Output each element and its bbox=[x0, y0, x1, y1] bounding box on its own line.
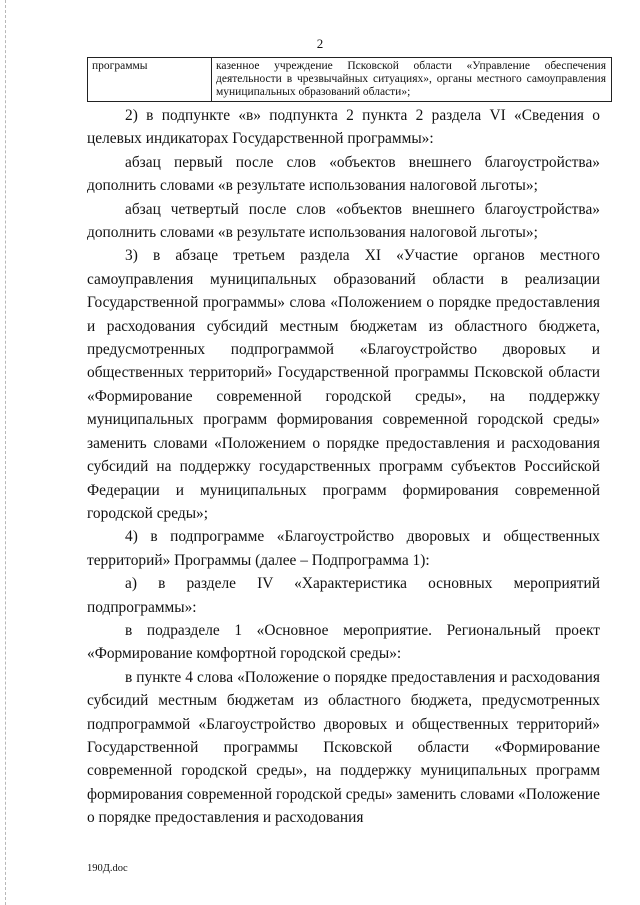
paragraph: в пункте 4 слова «Положение о порядке предоставления и расходования субсидий местным бюджетам из областного бюджета, предусмотренных подпрограммой «Благоустройство дворовых и общественных территорий» Государственной программы Псковской области «Формирование современной городской среды», на поддержку муниципальных программ формирования современной городской среды» заменить словами «Положение о порядке предоставления и расходования bbox=[87, 668, 600, 827]
file-name-footer: 190Д.doc bbox=[87, 863, 128, 874]
paragraph: а) в разделе IV «Характеристика основных мероприятий подпрограммы»: bbox=[87, 575, 600, 616]
table-row bbox=[88, 58, 612, 102]
paragraph: в подразделе 1 «Основное мероприятие. Региональный проект «Формирование комфортной городской среды»: bbox=[87, 621, 600, 663]
paragraph: 4) в подпрограмме «Благоустройство дворовых и общественных территорий» Программы (далее – Подпрограмма 1): bbox=[87, 528, 600, 569]
table-cell-value: казенное учреждение Псковской области «Управление обеспечения деятельности в чрезвычайных ситуациях», органы местного самоуправления муниципальных образований области»; bbox=[212, 58, 612, 102]
table-cell-label: программы bbox=[88, 58, 212, 102]
page-number: 2 bbox=[316, 36, 324, 51]
scan-left-edge bbox=[5, 0, 6, 905]
program-passport-table-fragment bbox=[87, 57, 612, 102]
paragraph: абзац первый после слов «объектов внешнего благоустройства» дополнить словами «в результате использования налоговой льготы»; bbox=[87, 153, 600, 195]
paragraph: 3) в абзаце третьем раздела XI «Участие органов местного самоуправления муниципальных образований области в реализации Государственной программы» слова «Положением о порядке предоставления и расходования субсидий местным бюджетам из областного бюджета, предусмотренных подпрограммой «Благоустройство дворовых и общественных территорий» Государственной программы Псковской области «Формирование современной городской среды», на поддержку муниципальных программ формирования современной городской среды» заменить словами «Положением о порядке предоставления и расходования субсидий на поддержку государственных программ субъектов Российской Федерации и муниципальных программ формирования современной городской среды»; bbox=[87, 247, 600, 522]
paragraph: 2) в подпункте «в» подпункта 2 пункта 2 раздела VI «Сведения о целевых индикаторах Государственной программы»: bbox=[87, 107, 600, 148]
document-body bbox=[87, 104, 600, 830]
paragraph: абзац четвертый после слов «объектов внешнего благоустройства» дополнить словами «в результате использования налоговой льготы»; bbox=[87, 200, 600, 242]
